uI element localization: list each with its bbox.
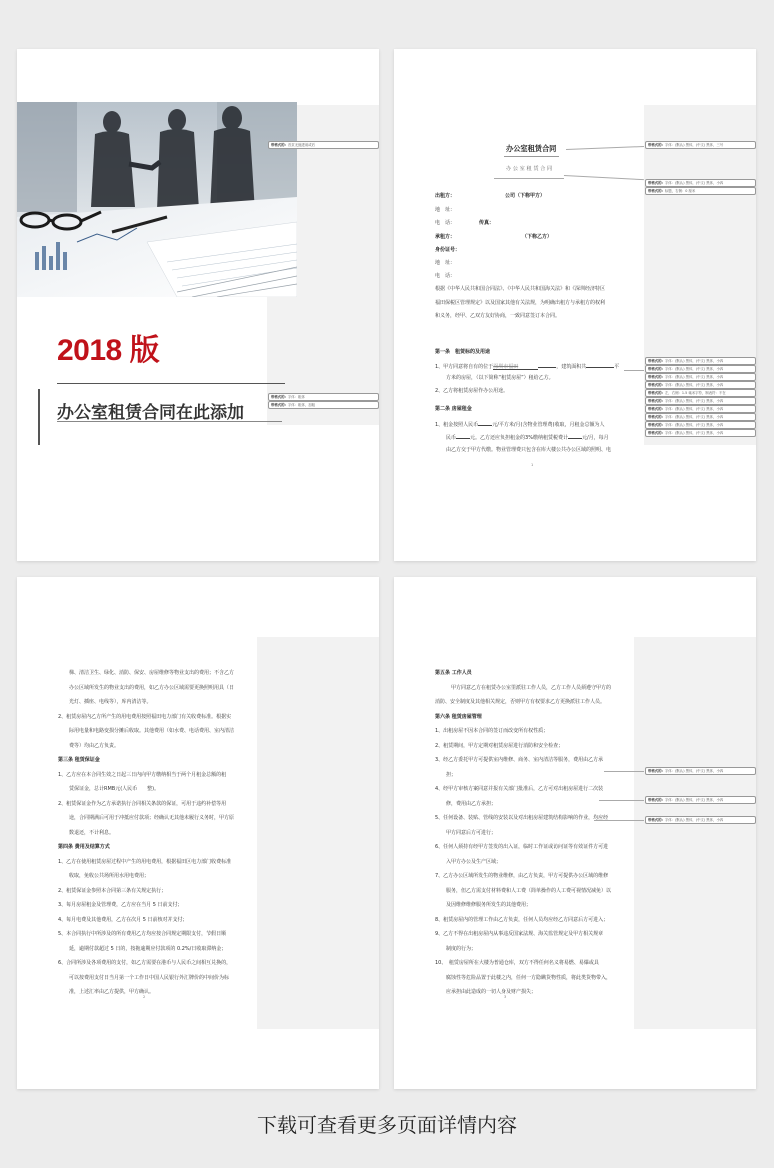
intro-line: 和义务，经甲、乙双方友好协商，一致同意签订本合同。 [435, 313, 561, 319]
body-line: 延，逾期付款超过 5 日的，按拖逾期应付款项的 0.2%/日收取滞纳金； [69, 945, 227, 952]
article-1-clause-1 [435, 362, 619, 371]
article-1-heading: 第一条 租赁标的及用途 [435, 349, 491, 355]
article-heading: 第三条 租赁保证金 [58, 757, 100, 763]
comment-text: 字体：(默认) 黑体，(中文) 黑体，小四 [664, 399, 724, 403]
comment-margin-panel [634, 637, 756, 1029]
contract-page-2 [17, 577, 379, 1089]
body-line: 梯、清洁卫生、绿化、消防、保安、房屋维修等物业支出的费用；不含乙方 [69, 670, 235, 676]
body-line: 2、租赁期间，甲方定期对租赁房屋进行消防和安全检查； [435, 742, 564, 749]
body-line: 3、经乙方委托甲方可提供室内维修、商务、室内清洁等服务，费用由乙方承 [435, 757, 604, 763]
article-1-clause-1-cont: 方米的房屋，（以下简称“租赁房屋”）租给乙方。 [446, 375, 554, 381]
body-line: 甲方同意乙方在租赁办公室里派驻工作人员，乙方工作人员须遵守甲方的 [451, 684, 612, 691]
body-line: 2、租赁保证金参照本合同第三条有关规定执行； [58, 887, 167, 894]
format-comment[interactable] [645, 187, 756, 195]
comment-text: 字体：(默认) 黑体，(中文) 黑体，小四 [664, 383, 724, 387]
cover-photo-business-handshake [17, 102, 297, 297]
body-line: 数退还，不计利息。 [69, 829, 115, 836]
comment-text: 首页无缩进前或后 [287, 143, 316, 147]
body-line: 及因维修维修服务所发生的其他费用； [446, 902, 532, 908]
page-number: 1 [531, 463, 534, 467]
body-line: 8、租赁房屋内的管理工作由乙方负责，任何人员均应经乙方同意后方可进入； [435, 916, 609, 923]
body-line: 5、任何设备、装贴、管线的安装以及对出租房屋建筑结构影响的作业，均应经 [435, 815, 609, 821]
comment-leader [604, 771, 644, 772]
comment-text: 字体：(默认) 黑体，(中文) 黑体，小四 [664, 423, 724, 427]
clause-text: 元/月，每月 [581, 435, 609, 441]
body-line: 3、每月房屋租金及管理费，乙方应在当月 5 日前支付； [58, 902, 183, 908]
download-more-caption: 下载可查看更多页面详情内容 [257, 1113, 517, 1137]
comment-label: 带格式的: [648, 391, 663, 395]
comment-label: 带格式的: [648, 431, 663, 435]
body-line: 10、 租赁房屋所在大楼为普通仓库，双方不得任何名义将易燃、易爆或具 [435, 960, 599, 966]
cover-divider [57, 383, 285, 384]
format-comment[interactable] [645, 429, 756, 437]
article-2-clause-1 [435, 420, 604, 429]
lessor-company: 公司（下称甲方） [505, 193, 546, 199]
body-line: 办公区域所发生的物业支出的费用，如乙方办公区域需要更换照明用具（日 [69, 684, 235, 691]
id-number-label: 身份证号： [435, 247, 461, 253]
intro-line: 根据《中华人民共和国合同法》、《中华人民共和国海关法》和《深圳经济特区 [435, 286, 606, 292]
lessor-fax: 传真： [479, 220, 495, 226]
body-line: 入甲方办公及生产区域； [446, 858, 502, 865]
comment-label: 带格式的: [648, 375, 663, 379]
body-line: 消防、安全制度及其他相关规定，否则甲方有权要求乙方更换派驻工作人员。 [435, 699, 606, 705]
comment-text: 字体：粗体 [287, 395, 305, 399]
format-comment[interactable] [645, 397, 756, 405]
page-number: 2 [143, 995, 146, 999]
comment-text: 字体：(默认) 黑体，(中文) 黑体，小四 [664, 431, 724, 435]
article-heading: 第六条 租赁房屋管理 [435, 713, 482, 720]
body-line: 6、任何人须持有经甲方签发的出入证，临时工作证或访问证等有效证件方可进 [435, 844, 609, 850]
subtitle-underline [494, 177, 564, 179]
lessee-address: 地 址： [435, 260, 456, 266]
body-line: 9、乙方不得在出租房屋内从事违反国家法规、海关监管规定及甲方相关规章 [435, 931, 604, 937]
article-2-clause-1-cont: 由乙方交于甲方代缴。物业管理费只包含在库大楼公共办公区域的照明、电 [446, 447, 612, 453]
clause-text: 平 [614, 364, 620, 370]
intro-line: 福田保税区管理规定》以及国家其他有关法规，为明确出租方与承租方的权利 [435, 300, 606, 306]
format-comment[interactable] [645, 381, 756, 389]
comment-label: 带格式的: [648, 189, 663, 193]
comment-label: 带格式的: [648, 415, 663, 419]
comment-text: 字体：(默认) 黑体，(中文) 黑体，小四 [664, 367, 724, 371]
article-2-clause-1-cont [446, 433, 609, 442]
lessor-address: 地 址： [435, 207, 456, 213]
clause-text: ，建筑面积共 [556, 364, 587, 370]
body-line: 修，费用由乙方承担； [446, 800, 497, 807]
lessor-phone: 电 话： [435, 220, 456, 226]
body-line: 1、乙方应在本合同生效之日起三日内向甲方缴纳相当于两个月租金总额的租 [58, 771, 227, 778]
comment-label: 带格式的: [648, 143, 663, 147]
body-line: 光灯、插座、电线等），库内清洁等。 [69, 699, 152, 705]
lessee-tag: （下称乙方） [522, 234, 553, 240]
format-comment[interactable] [645, 389, 756, 397]
contract-title: 办公室租赁合同 [506, 144, 557, 153]
blank [478, 420, 492, 426]
body-line: 4、每月电费及其他费用，乙方在次月 5 日前核对并支付； [58, 916, 188, 923]
comment-leader [564, 175, 644, 180]
blank [538, 362, 556, 368]
format-comment[interactable] [645, 373, 756, 381]
contract-subtitle: 办 公 室 租 赁 合 同 [506, 166, 553, 172]
comment-text: 字体：(默认) 黑体，(中文) 黑体，小四 [664, 818, 724, 822]
comment-text: 字体：(默认) 黑体，(中文) 黑体，小四 [664, 375, 724, 379]
format-comment[interactable] [645, 141, 756, 149]
comment-margin-panel [257, 637, 379, 1029]
format-comment[interactable] [268, 401, 379, 409]
comment-label: 带格式的: [648, 818, 663, 822]
comment-text: 字体：(默认) 黑体，(中文) 黑体，小四 [664, 181, 724, 185]
format-comment[interactable] [645, 179, 756, 187]
body-line: 准，上述汇率由乙方提供，甲方确认。 [69, 989, 155, 995]
cover-page [17, 49, 379, 561]
format-comment[interactable] [645, 413, 756, 421]
format-comment[interactable] [645, 405, 756, 413]
area-blank [586, 362, 614, 368]
lessor-label: 出租方： [435, 193, 456, 199]
body-line: 7、乙方办公区域所发生的物业维修，由乙方负责，甲方可提供办公区域的维修 [435, 873, 609, 879]
comment-leader [566, 146, 644, 150]
comment-label: 带格式的: [271, 403, 286, 407]
comment-label: 带格式的: [648, 769, 663, 773]
body-line: 制度的行为； [446, 945, 477, 952]
comment-leader [624, 370, 644, 371]
location-blank: 深圳市福田 [493, 364, 538, 370]
format-comment[interactable] [268, 141, 379, 149]
comment-label: 带格式的: [648, 383, 663, 387]
body-line: 担； [446, 771, 457, 778]
comment-leader [599, 800, 644, 801]
comment-label: 带格式的: [648, 367, 663, 371]
body-line: 6、合同所涉及各项费用的支付，如乙方需要在港币与人民币之间相互兑换的， [58, 960, 232, 966]
body-line: 1、出租房屋不因本合同的签订而改变所有权性质； [435, 728, 549, 734]
comment-text: 字体：粗体，加粗 [287, 403, 316, 407]
body-line: 途，合同期满后可用于冲抵应付款项；经确认无其他未履行义务时，甲方原 [69, 815, 235, 821]
cover-title-underline [57, 421, 282, 422]
comment-label: 带格式的: [648, 423, 663, 427]
comment-label: 带格式的: [648, 359, 663, 363]
body-line: 应承担由此造成的一切人身及财产损失； [446, 989, 537, 995]
body-line: 可以按费用支付日当月第一个工作日中国人民银行外汇牌价的中间价为标 [69, 974, 230, 981]
cover-year: 2018 版 [57, 334, 160, 367]
comment-text: 标题，右侧：0 厘米 [664, 189, 696, 193]
page-number: 3 [504, 995, 507, 999]
comment-label: 带格式的: [648, 798, 663, 802]
format-comment[interactable] [645, 365, 756, 373]
body-line: 服务，但乙方需支付材料费和人工费（简单操作的人工费可视情况减免）以 [446, 887, 612, 894]
article-2-heading: 第二条 房屋租金 [435, 406, 472, 412]
comment-label: 带格式的: [648, 399, 663, 403]
body-line: 4、经甲方审核方案同意并报有关部门批准后，乙方可对出租房屋进行二次装 [435, 786, 604, 792]
comment-leader [594, 820, 644, 821]
comment-text: 字体：(默认) 黑体，(中文) 黑体，小四 [664, 769, 724, 773]
comment-text: 字体：(默认) 黑体，(中文) 黑体，小四 [664, 407, 724, 411]
blank [456, 433, 470, 439]
article-heading: 第四条 费用及结算方式 [58, 844, 110, 850]
comment-text: 字体：(默认) 黑体，(中文) 黑体，小四 [664, 359, 724, 363]
contract-page-3 [394, 577, 756, 1089]
blank [568, 433, 582, 439]
format-comment[interactable] [645, 421, 756, 429]
title-underline [504, 155, 559, 157]
comment-label: 带格式的: [271, 143, 286, 147]
body-line: 甲方同意后方可进行； [446, 829, 497, 836]
cover-photo-graphic [17, 102, 297, 297]
comment-text: 字体：(默认) 黑体，(中文) 黑体，三号 [664, 143, 724, 147]
clause-text: 元。乙方还应负担租金的3%缴纳租赁税费计 [470, 435, 568, 441]
body-line: 2、租赁房屋内乙方所产生的用电费用按照福田电力部门有关收费标准。根据实 [58, 713, 232, 720]
body-line: 赁保证金，总计RMB元(人民币 整)。 [69, 786, 160, 792]
body-line: 5、本合同执行中所涉及的所有费用乙方均应按合同规定期限支付，节假日顺 [58, 931, 227, 937]
article-heading: 第五条 工作人员 [435, 670, 472, 676]
format-comment[interactable] [645, 767, 756, 775]
body-line: 腐蚀性等危险品置于此楼之内，任何一方隐瞒货物性质，将此类货物带入， [446, 974, 612, 981]
body-line: 2、租赁保证金作为乙方承诺执行合同相关条款的保证，可用于违约补偿等用 [58, 800, 227, 807]
body-line: 际用电量和电路变损分摊后收取。其他费用（如水费、电话费用、室内清洁 [69, 728, 235, 734]
clause-text: 元/平方米/月(含物业管理费)收取，月租金总额为人 [492, 422, 605, 428]
clause-text: 民币 [446, 435, 457, 441]
comment-text: 字体：(默认) 黑体，(中文) 黑体，小四 [664, 798, 724, 802]
body-line: 收取，免收公共场所用水用电费用； [69, 873, 150, 879]
format-comment[interactable] [645, 357, 756, 365]
body-line: 1、乙方在使用租赁房屋过程中产生的用电费用，根据福田区电力部门收费标准 [58, 858, 232, 865]
cover-title: 办公室租赁合同在此添加 [57, 403, 244, 422]
contract-page-1 [394, 49, 756, 561]
comment-label: 带格式的: [648, 181, 663, 185]
format-comment[interactable] [268, 393, 379, 401]
comment-label: 带格式的: [648, 407, 663, 411]
comment-text: 左，右侧：1.5 毫米字符，制表符：不在 [664, 391, 726, 395]
lessee-label: 承租方： [435, 234, 456, 240]
article-1-clause-2: 2、乙方将租赁房屋作办公用途。 [435, 388, 509, 394]
format-comment[interactable] [645, 796, 756, 804]
lessee-phone: 电 话： [435, 273, 456, 279]
comment-text: 字体：(默认) 黑体，(中文) 黑体，小四 [664, 415, 724, 419]
cover-accent-bar [38, 389, 40, 445]
clause-text: 1、租金按照人民币 [435, 422, 479, 428]
body-line: 费等）均由乙方负责。 [69, 742, 120, 749]
clause-text: 1、甲方同意将自有的位于 [435, 364, 494, 370]
format-comment[interactable] [645, 816, 756, 824]
comment-label: 带格式的: [271, 395, 286, 399]
